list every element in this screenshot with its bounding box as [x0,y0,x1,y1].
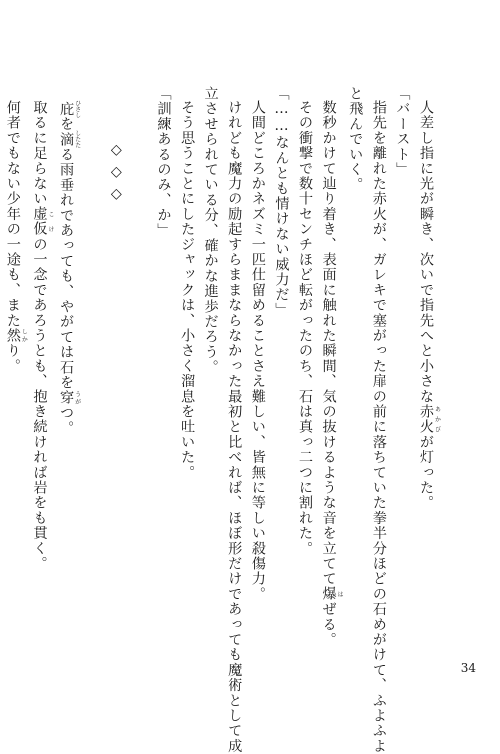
ruby-annotation [4,328,28,344]
ruby-reading: は [336,586,344,602]
text-line [316,86,343,686]
text-segment: 何者でもない少年の一途も、また [4,100,21,328]
ruby-base: 然 [4,328,21,344]
ruby-base: 赤火 [418,404,434,435]
ruby-reading: しか [20,328,28,344]
blank-line [127,86,151,686]
text-segment: が灯った。 [418,434,434,511]
text-line: 立させられている分、確かな進歩だろう。 [202,86,219,375]
ruby-base: 虚仮 [31,206,48,237]
ruby-annotation [58,390,81,406]
text-segment: 人差し指に光が瞬き、次いで指先へと小さな [418,100,434,404]
ruby-reading: あかび [433,404,441,435]
dialogue-line: 「バースト」 [394,86,411,178]
ruby-annotation [31,206,54,237]
text-segment: の一念であろうとも、抱き続ければ岩をも貫く。 [31,236,48,572]
section-separator: ◇◇◇ [108,142,125,208]
text-line: と飛んでいく。 [347,86,364,193]
ruby-reading: ひさし [73,100,81,118]
text-line: 人間どころかネズミ一匹仕留めることさえ難しい、皆無に等しい殺傷力。 [249,100,266,602]
ruby-base: 穿 [58,390,75,406]
ruby-base: 滴 [58,130,75,149]
text-line: けれども魔力の励起すらままならなかった最初と比べれば、ほぼ形だけであっても魔術として成 [226,100,243,754]
text-segment: ぜる。 [320,601,337,648]
ruby-annotation [320,586,344,602]
text-line [0,86,27,686]
text-line: 指先を離れた赤火が、ガレキで塞がった扉の前に落ちていた拳半分ほどの石めがけて、ふよふよ [370,100,387,754]
text-segment: を [58,116,75,132]
ruby-annotation [58,100,81,118]
ruby-reading: うが [73,390,81,406]
text-line [54,86,81,686]
text-segment: り。 [4,343,21,374]
ruby-base: 庇 [58,100,75,118]
ruby-reading: したた [73,130,81,149]
text-line: その衝撃で数十センチほど転がったのち、石は真っ二つに割れた。 [297,100,314,556]
text-line: そう思うことにしたジャックは、小さく溜息を吐いた。 [179,100,196,480]
ruby-annotation [58,130,81,149]
page-number: 34 [460,661,476,675]
dialogue-line: 「訓練あるのみ、か」 [155,86,172,238]
ruby-reading: こけ [47,206,54,237]
blank-line [80,86,104,686]
text-segment: つ。 [58,405,75,436]
text-line [27,86,54,686]
ruby-base: 爆 [320,586,337,602]
text-segment: る雨垂れであっても、やがては石を [58,147,75,391]
text-segment: 取るに足らない [31,100,48,207]
text-line [413,86,440,686]
vertical-text-body [4,86,441,754]
ruby-annotation [418,404,441,435]
text-segment: 数秒かけて辿り着き、表面に触れた瞬間、気の抜けるような音を立てて [320,100,337,587]
dialogue-line: 「……なんとも情けない威力だ」 [273,86,290,318]
